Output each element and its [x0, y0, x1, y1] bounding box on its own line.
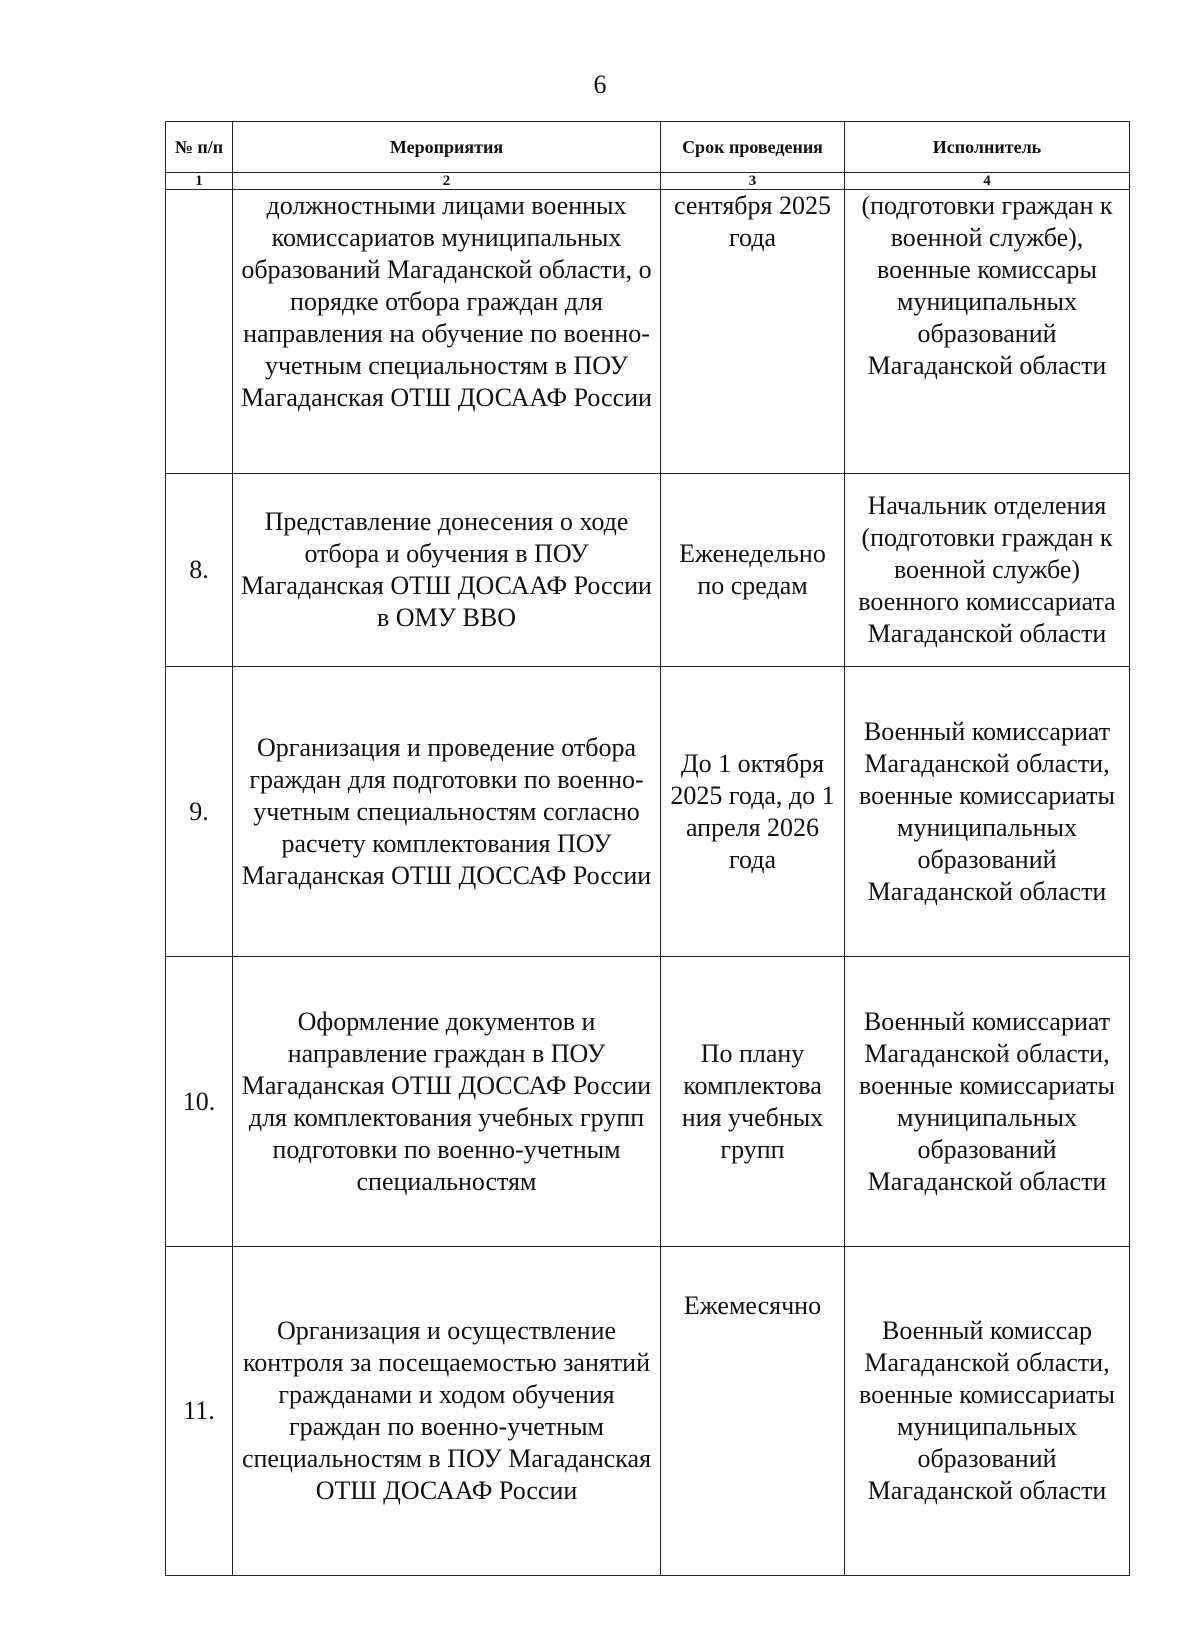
header-deadline: Срок проведения — [661, 122, 845, 173]
row-number: 10. — [166, 957, 233, 1247]
executor-cell: (подготовки граждан к военной службе), военные комиссары муниципальных образований Магаданской области — [845, 190, 1130, 474]
events-plan-table — [165, 121, 1130, 1576]
table-row — [166, 667, 1130, 957]
executor-cell: Военный комиссариат Магаданской области, военные комиссариаты муниципальных образований Магаданской области — [845, 667, 1130, 957]
deadline-cell: По плану комплектова ния учебных групп — [661, 957, 845, 1247]
deadline-cell: До 1 октября 2025 года, до 1 апреля 2026 года — [661, 667, 845, 957]
row-number: 11. — [166, 1247, 233, 1576]
column-number: 2 — [233, 173, 661, 190]
row-number — [166, 190, 233, 474]
event-cell: Оформление документов и направление граждан в ПОУ Магаданская ОТШ ДОССАФ России для комплектования учебных групп подготовки по военно-учетным специальностям — [233, 957, 661, 1247]
table-row — [166, 1247, 1130, 1576]
table-header-row — [166, 122, 1130, 173]
column-number: 4 — [845, 173, 1130, 190]
table-row — [166, 957, 1130, 1247]
table-row — [166, 190, 1130, 474]
page-number: 6 — [593, 70, 607, 99]
executor-cell: Военный комиссар Магаданской области, военные комиссариаты муниципальных образований Магаданской области — [845, 1247, 1130, 1576]
header-number: № п/п — [166, 122, 233, 173]
executor-cell: Военный комиссариат Магаданской области, военные комиссариаты муниципальных образований Магаданской области — [845, 957, 1130, 1247]
header-executor: Исполнитель — [845, 122, 1130, 173]
column-numbers-row — [166, 173, 1130, 190]
deadline-cell: сентября 2025 года — [661, 190, 845, 474]
event-cell: Организация и осуществление контроля за посещаемостью занятий гражданами и ходом обучения граждан по военно-учетным специальностям в ПОУ Магаданская ОТШ ДОСААФ России — [233, 1247, 661, 1576]
row-number: 8. — [166, 474, 233, 667]
deadline-cell: Еженедельно по средам — [661, 474, 845, 667]
column-number: 1 — [166, 173, 233, 190]
table-row — [166, 474, 1130, 667]
event-cell: должностными лицами военных комиссариатов муниципальных образований Магаданской области, о порядке отбора граждан для направления на обучение по военно-учетным специальностям в ПОУ Магаданская ОТШ ДОСААФ России — [233, 190, 661, 474]
executor-cell: Начальник отделения (подготовки граждан к военной службе) военного комиссариата Магаданской области — [845, 474, 1130, 667]
column-number: 3 — [661, 173, 845, 190]
deadline-cell: Ежемесячно — [661, 1247, 845, 1576]
event-cell: Представление донесения о ходе отбора и обучения в ПОУ Магаданская ОТШ ДОСААФ России в ОМУ ВВО — [233, 474, 661, 667]
row-number: 9. — [166, 667, 233, 957]
header-events: Мероприятия — [233, 122, 661, 173]
event-cell: Организация и проведение отбора граждан для подготовки по военно-учетным специальностям согласно расчету комплектования ПОУ Магаданская ОТШ ДОССАФ России — [233, 667, 661, 957]
